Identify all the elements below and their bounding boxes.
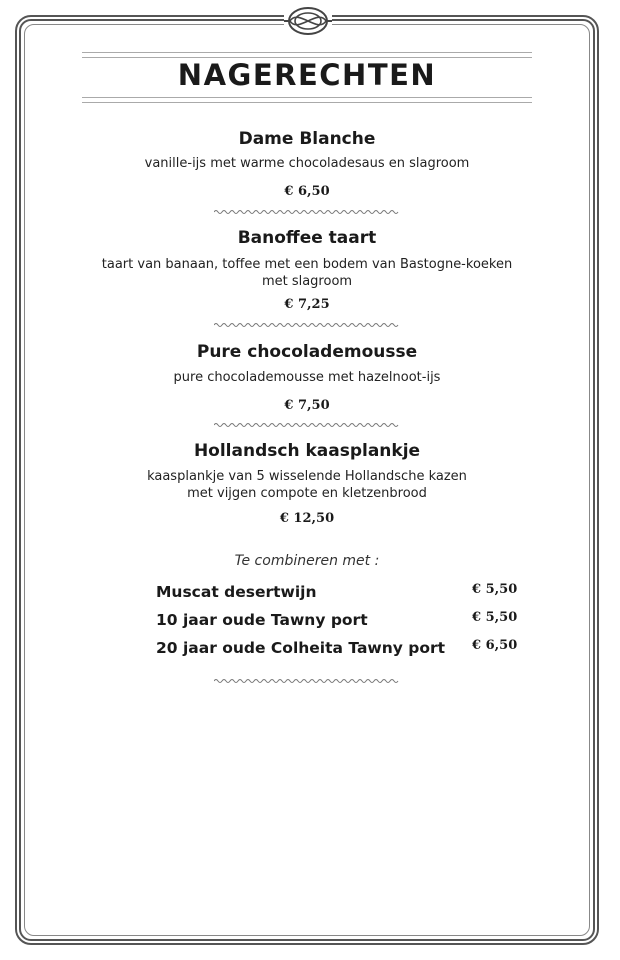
drink-name: Muscat desertwijn [156,583,317,601]
dish-description: kaasplankje van 5 wisselende Hollandsche kazen [147,469,467,484]
dish-price: € 12,50 [279,511,335,526]
dish-description: taart van banaan, toffee met een bodem van Bastogne-koeken [101,257,513,272]
dish-description: met slagroom [261,274,353,289]
dish-price: € 7,50 [284,398,330,413]
drink-price: € 5,50 [472,610,518,625]
wave-divider [214,209,400,215]
dish-description: pure chocolademousse met hazelnoot-ijs [173,370,441,385]
wave-divider [214,678,400,684]
page-title: NAGERECHTEN [177,58,437,92]
pairing-label: Te combineren met : [234,553,380,569]
dish-name: Pure chocolademousse [196,342,418,362]
drink-price: € 5,50 [472,582,518,597]
drink-price: € 6,50 [472,638,518,653]
dish-name: Hollandsch kaasplankje [193,441,421,461]
wave-divider [214,422,400,428]
dish-description: met vijgen compote en kletzenbrood [187,486,427,501]
dish-name: Banoffee taart [237,228,377,248]
dish-price: € 7,25 [284,297,330,312]
dish-description: vanille-ijs met warme chocoladesaus en slagroom [144,156,470,171]
title-rule-bottom [82,97,532,103]
dish-price: € 6,50 [284,184,330,199]
drink-name: 20 jaar oude Colheita Tawny port [156,639,446,657]
wave-divider [214,322,400,328]
drink-name: 10 jaar oude Tawny port [156,611,368,629]
dish-name: Dame Blanche [238,129,376,149]
